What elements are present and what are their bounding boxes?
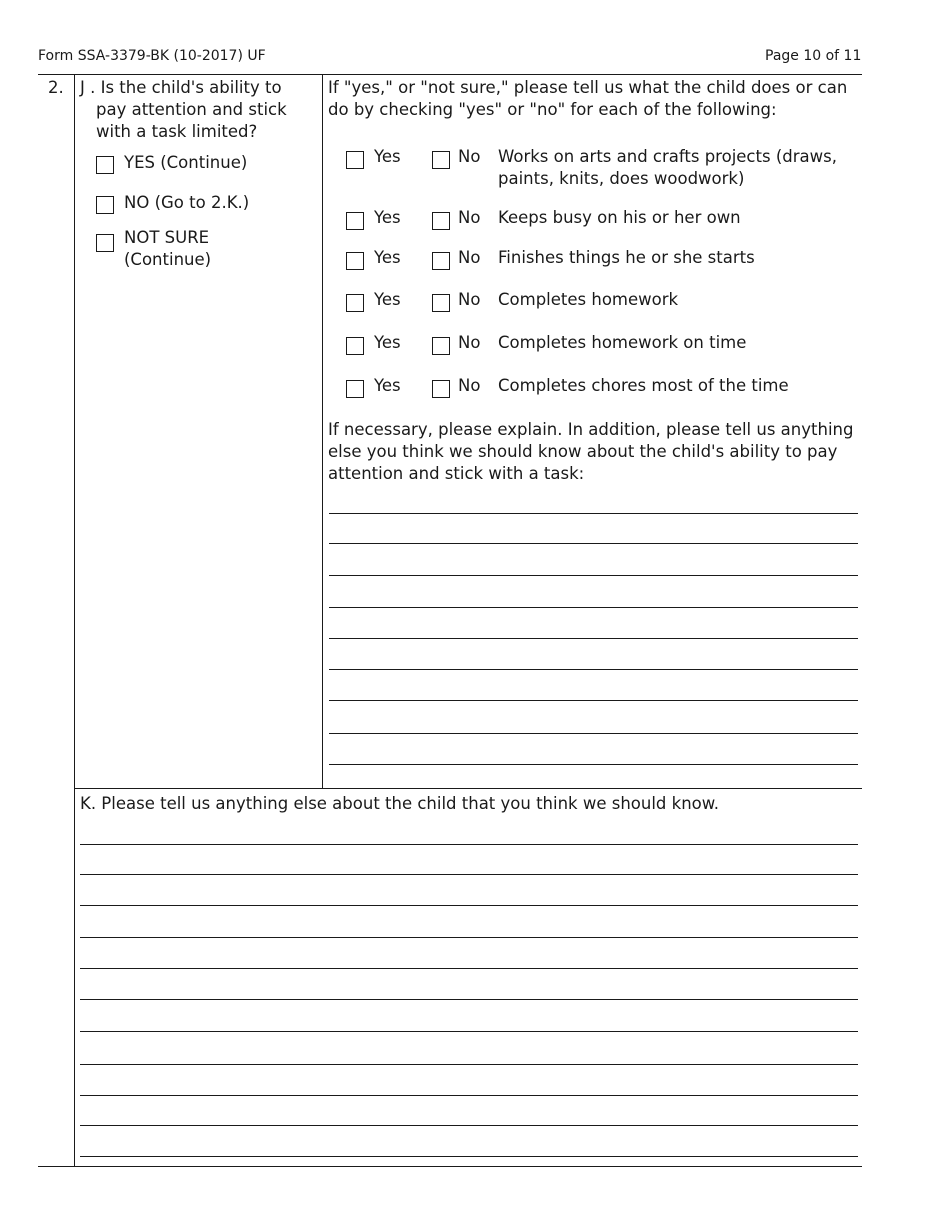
j-write-line[interactable] [329, 513, 858, 514]
item-1-no-label: No [458, 147, 481, 166]
item-3-no-checkbox[interactable] [432, 252, 450, 270]
table-bottom-border [38, 1166, 862, 1167]
item-6-yes-label: Yes [374, 376, 401, 395]
j-write-line[interactable] [329, 543, 858, 544]
item-2-no-checkbox[interactable] [432, 212, 450, 230]
k-write-line[interactable] [80, 937, 858, 938]
item-1-no-checkbox[interactable] [432, 151, 450, 169]
explain-prompt: If necessary, please explain. In addition, please tell us anything else you think we should know about the child's ability to pay attention and stick with a task: [328, 420, 854, 483]
j-write-line[interactable] [329, 638, 858, 639]
j-write-line[interactable] [329, 575, 858, 576]
item-6-text: Completes chores most of the time [498, 376, 789, 395]
form-id: Form SSA-3379-BK (10-2017) UF [38, 48, 266, 64]
k-write-line[interactable] [80, 1031, 858, 1032]
item-4-yes-label: Yes [374, 290, 401, 309]
number-column-divider [74, 74, 75, 1167]
item-2-no-label: No [458, 208, 481, 227]
j-not-sure-label: NOT SURE (Continue) [124, 228, 212, 269]
k-write-line[interactable] [80, 905, 858, 906]
table-top-border [38, 74, 862, 75]
item-4-no-label: No [458, 290, 481, 309]
item-6-no-checkbox[interactable] [432, 380, 450, 398]
item-5-no-checkbox[interactable] [432, 337, 450, 355]
item-3-yes-checkbox[interactable] [346, 252, 364, 270]
item-4-no-checkbox[interactable] [432, 294, 450, 312]
item-5-text: Completes homework on time [498, 333, 747, 352]
item-3-no-label: No [458, 248, 481, 267]
j-yes-checkbox[interactable] [96, 156, 114, 174]
k-write-line[interactable] [80, 1156, 858, 1157]
j-write-line[interactable] [329, 764, 858, 765]
item-2-yes-label: Yes [374, 208, 401, 227]
item-3-yes-label: Yes [374, 248, 401, 267]
item-3-text: Finishes things he or she starts [498, 248, 755, 267]
k-write-line[interactable] [80, 999, 858, 1000]
k-write-line[interactable] [80, 1095, 858, 1096]
item-5-yes-checkbox[interactable] [346, 337, 364, 355]
item-1-yes-checkbox[interactable] [346, 151, 364, 169]
j-no-checkbox[interactable] [96, 196, 114, 214]
item-6-yes-checkbox[interactable] [346, 380, 364, 398]
j-write-line[interactable] [329, 700, 858, 701]
k-write-line[interactable] [80, 874, 858, 875]
j-write-line[interactable] [329, 607, 858, 608]
j-write-line[interactable] [329, 733, 858, 734]
section-number: 2. [48, 78, 64, 97]
section-k-top-border [74, 788, 862, 789]
followup-intro: If "yes," or "not sure," please tell us what the child does or can do by checking "yes" or "no" for each of the following: [328, 78, 848, 119]
item-5-no-label: No [458, 333, 481, 352]
item-1-yes-label: Yes [374, 147, 401, 166]
j-yes-label: YES (Continue) [124, 153, 248, 172]
item-2-yes-checkbox[interactable] [346, 212, 364, 230]
j-no-label: NO (Go to 2.K.) [124, 193, 250, 212]
j-write-line[interactable] [329, 669, 858, 670]
item-4-yes-checkbox[interactable] [346, 294, 364, 312]
item-1-text: Works on arts and crafts projects (draws, paints, knits, does woodwork) [498, 147, 837, 188]
item-4-text: Completes homework [498, 290, 679, 309]
question-column-divider [322, 74, 323, 788]
item-6-no-label: No [458, 376, 481, 395]
question-k-text: K. Please tell us anything else about the child that you think we should know. [80, 794, 719, 813]
j-not-sure-checkbox[interactable] [96, 234, 114, 252]
question-j-text: J . Is the child's ability to pay attention and stick with a task limited? [80, 78, 287, 141]
page-number: Page 10 of 11 [765, 48, 862, 64]
k-write-line[interactable] [80, 968, 858, 969]
item-5-yes-label: Yes [374, 333, 401, 352]
k-write-line[interactable] [80, 1064, 858, 1065]
item-2-text: Keeps busy on his or her own [498, 208, 741, 227]
k-write-line[interactable] [80, 844, 858, 845]
k-write-line[interactable] [80, 1125, 858, 1126]
